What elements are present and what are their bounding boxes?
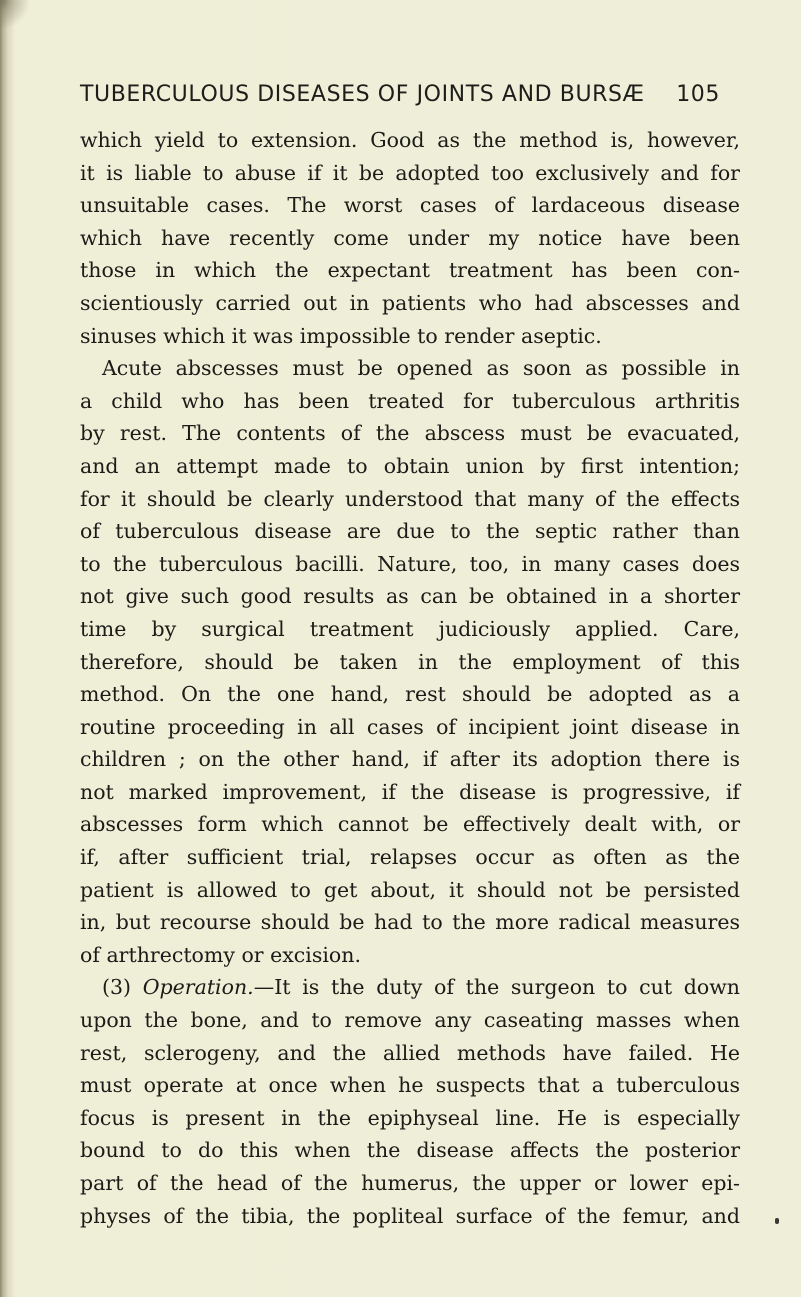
text-line: in, but recourse should be had to the more radical measures	[80, 910, 740, 935]
text-line: for it should be clearly understood that many of the effects	[80, 486, 740, 511]
text-line: part of the head of the humerus, the upper or lower epi-	[80, 1171, 740, 1195]
text-line: method. On the one hand, rest should be adopted as a	[80, 682, 740, 707]
ink-speck	[775, 1218, 779, 1224]
text-line: abscesses form which cannot be effectively dealt with, or	[80, 812, 740, 837]
text-line: children ; on the other hand, if after its adoption there is	[80, 747, 740, 772]
text-line: which have recently come under my notice have been	[80, 225, 740, 250]
text-line	[80, 971, 740, 1004]
text-line: bound to do this when the disease affects the posterior	[80, 1138, 740, 1163]
page-number: 105	[676, 82, 720, 107]
running-header	[80, 82, 720, 107]
text-line: those in which the expectant treatment has been con-	[80, 258, 740, 283]
line-rest: —It is the duty of the surgeon to cut down	[253, 975, 740, 1000]
text-line: which yield to extension. Good as the method is, however,	[80, 128, 740, 152]
text-line: to the tuberculous bacilli. Nature, too, in many cases does	[80, 551, 740, 576]
section-heading-italic: Operation.	[142, 975, 254, 1000]
text-line: not give such good results as can be obtained in a shorter	[80, 584, 740, 609]
text-line: scientiously carried out in patients who had abscesses and	[80, 290, 740, 315]
text-line: upon the bone, and to remove any caseating masses when	[80, 1008, 740, 1033]
text-line: sinuses which it was impossible to render aseptic.	[80, 323, 602, 348]
text-line: and an attempt made to obtain union by first intention;	[80, 453, 740, 478]
text-line: by rest. The contents of the abscess must be evacuated,	[80, 421, 740, 446]
text-line: routine proceeding in all cases of incipient joint disease in	[80, 714, 740, 739]
text-line: therefore, should be taken in the employment of this	[80, 649, 740, 674]
page-corner-shadow	[0, 0, 40, 40]
text-line: of arthrectomy or excision.	[80, 942, 361, 967]
page-gutter-shadow	[0, 0, 14, 1297]
text-line: if, after sufficient trial, relapses occur as often as the	[80, 845, 740, 870]
text-line: rest, sclerogeny, and the allied methods have failed. He	[80, 1040, 740, 1065]
text-line: it is liable to abuse if it be adopted too exclusively and for	[80, 160, 740, 185]
line-prefix: (3)	[102, 975, 143, 1000]
text-line: unsuitable cases. The worst cases of lardaceous disease	[80, 193, 740, 218]
text-line: not marked improvement, if the disease is progressive, if	[80, 779, 740, 804]
text-line: a child who has been treated for tuberculous arthritis	[80, 388, 740, 413]
body-text	[80, 124, 740, 1232]
text-line: must operate at once when he suspects that a tuberculous	[80, 1073, 740, 1098]
text-line: of tuberculous disease are due to the septic rather than	[80, 519, 740, 544]
text-line: time by surgical treatment judiciously applied. Care,	[80, 616, 740, 641]
text-line: Acute abscesses must be opened as soon as possible in	[102, 356, 740, 381]
text-line: physes of the tibia, the popliteal surface of the femur, and	[80, 1203, 740, 1228]
running-title: TUBERCULOUS DISEASES OF JOINTS AND BURSÆ	[80, 82, 645, 107]
text-line: focus is present in the epiphyseal line. He is especially	[80, 1105, 740, 1130]
text-line: patient is allowed to get about, it should not be persisted	[80, 877, 740, 902]
